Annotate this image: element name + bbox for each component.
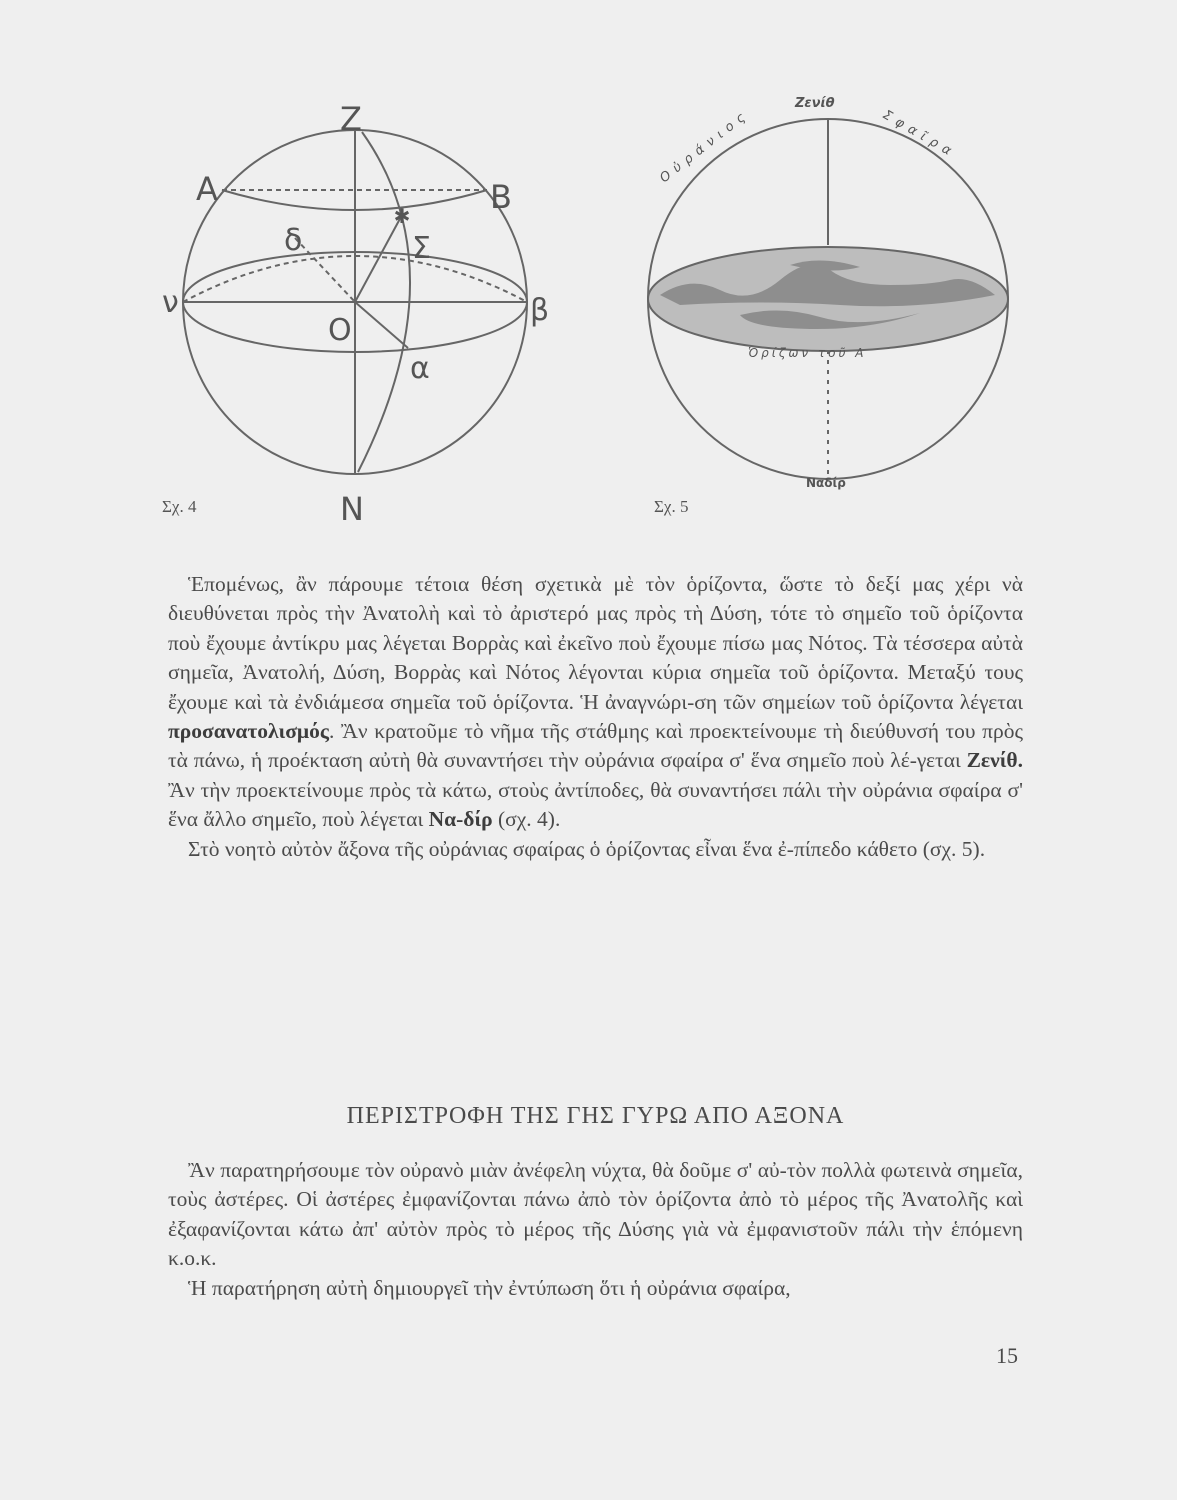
body-text-orientation xyxy=(168,570,1023,864)
body-text-rotation xyxy=(168,1156,1023,1303)
label-b-upper: B xyxy=(490,178,512,216)
text-run: (σχ. 4). xyxy=(498,807,561,832)
paragraph: Ἡ παρατήρηση αὐτὴ δημιουργεῖ τὴν ἐντύπωση ὅτι ἡ οὐράνια σφαίρα, xyxy=(188,1275,791,1300)
figure-5-drawing xyxy=(620,95,1040,535)
label-star: Σ xyxy=(412,231,431,266)
star-icon: ✱ xyxy=(393,204,411,228)
label-delta: δ xyxy=(284,223,303,258)
text-run: Ἂν τὴν προεκτείνουμε πρὸς τὰ κάτω, στοὺς ἀντίποδες, θὰ συναντήσει πάλι τὴν οὐράνια σφαίρα σ' ἕνα ἄλλο σημεῖο, ποὺ λέγεται xyxy=(168,777,1023,832)
section-heading: ΠΕΡΙΣΤΡΟΦΗ ΤΗΣ ΓΗΣ ΓΥΡΩ ΑΠΟ ΑΞΟΝΑ xyxy=(346,1103,845,1129)
label-zenith: Ζενίθ xyxy=(795,96,835,111)
label-horizon: Ὁρίζων τοῦ Α xyxy=(748,346,867,360)
label-sphere-right: Σφαῖρα xyxy=(880,107,960,162)
text-run: Ἑπομένως, ἂν πάρουμε τέτοια θέση σχετικὰ μὲ τὸν ὁρίζοντα, ὥστε τὸ δεξί μας χέρι νὰ διευθύνεται πρὸς τὴν Ἀνατολὴ καὶ τὸ ἀριστερό μας πρὸς τὴ Δύση, τότε τὸ σημεῖο τοῦ ὁρίζοντα ποὺ ἔχουμε ἀντίκρυ μας λέγεται Βορρὰς καὶ ἐκεῖνο ποὺ ἔχουμε πίσω μας Νότος. Τὰ τέσσερα αὐτὰ σημεῖα, Ἀνατολή, Δύση, Βορρὰς καὶ Νότος λέγονται κύρια σημεῖα τοῦ ὁρίζοντα. Μεταξύ τους ἔχουμε καὶ τὰ ἐνδιάμεσα σημεῖα τοῦ ὁρίζοντα. Ἡ ἀναγνώρι-ση τῶν σημείων τοῦ ὁρίζοντα λέγεται xyxy=(168,572,1023,714)
line-o-alpha xyxy=(355,302,408,348)
bold-term-nadir: Να-δίρ xyxy=(428,807,493,832)
figure-4-celestial-sphere xyxy=(140,90,600,550)
label-alpha: α xyxy=(410,351,430,386)
bold-term-zenith: Ζενίθ. xyxy=(966,748,1023,773)
line-delta-dashed xyxy=(295,238,355,302)
label-sphere-left: Οὐράνιος xyxy=(657,106,754,187)
label-beta: β xyxy=(530,293,550,328)
paragraph: Στὸ νοητὸ αὐτὸν ἄξονα τῆς οὐράνιας σφαίρας ὁ ὁρίζοντας εἶναι ἕνα ἐ-πίπεδο κάθετο (σχ. 5). xyxy=(188,836,986,861)
page-number: 15 xyxy=(996,1343,1018,1368)
label-nu: ν xyxy=(162,285,179,320)
figure-4-drawing xyxy=(140,90,600,550)
figure-4-caption: Σχ. 4 xyxy=(162,497,197,516)
label-center: O xyxy=(328,313,352,348)
label-a-upper: A xyxy=(196,170,218,208)
label-nadir: N xyxy=(340,490,364,528)
text-run: . Ἂν κρατοῦμε τὸ νῆμα τῆς στάθμης καὶ προεκτείνουμε τὴ διεύθυνσή του πρὸς τὰ πάνω, ἡ προέκταση αὐτὴ θὰ συναντήσει τὴν οὐράνια σφαίρα σ' ἕνα σημεῖο ποὺ λέ-γεται xyxy=(168,719,1023,773)
label-nadir: Ναδίρ xyxy=(806,476,846,490)
paragraph xyxy=(168,570,1023,835)
figure-5-horizon-plane xyxy=(620,95,1040,535)
figure-5-caption: Σχ. 5 xyxy=(654,497,689,516)
paragraph: Ἂν παρατηρήσουμε τὸν οὐρανὸ μιὰν ἀνέφελη νύχτα, θὰ δοῦμε σ' αὐ-τὸν πολλὰ φωτεινὰ σημεῖα, τοὺς ἀστέρες. Οἱ ἀστέρες ἐμφανίζονται πάνω ἀπὸ τὸν ὁρίζοντα ἀπὸ τὸ μέρος τῆς Ἀνατολῆς καὶ ἐξαφανίζονται κάτω ἀπ' αὐτὸν πρὸς τὸ μέρος τῆς Δύσης γιὰ νὰ ἐμφανιστοῦν πάλι τὴν ἑπόμενη κ.ο.κ. xyxy=(168,1158,1023,1271)
bold-term-orientation: προσανατολισμός xyxy=(168,719,329,744)
label-zenith: Z xyxy=(340,100,362,138)
